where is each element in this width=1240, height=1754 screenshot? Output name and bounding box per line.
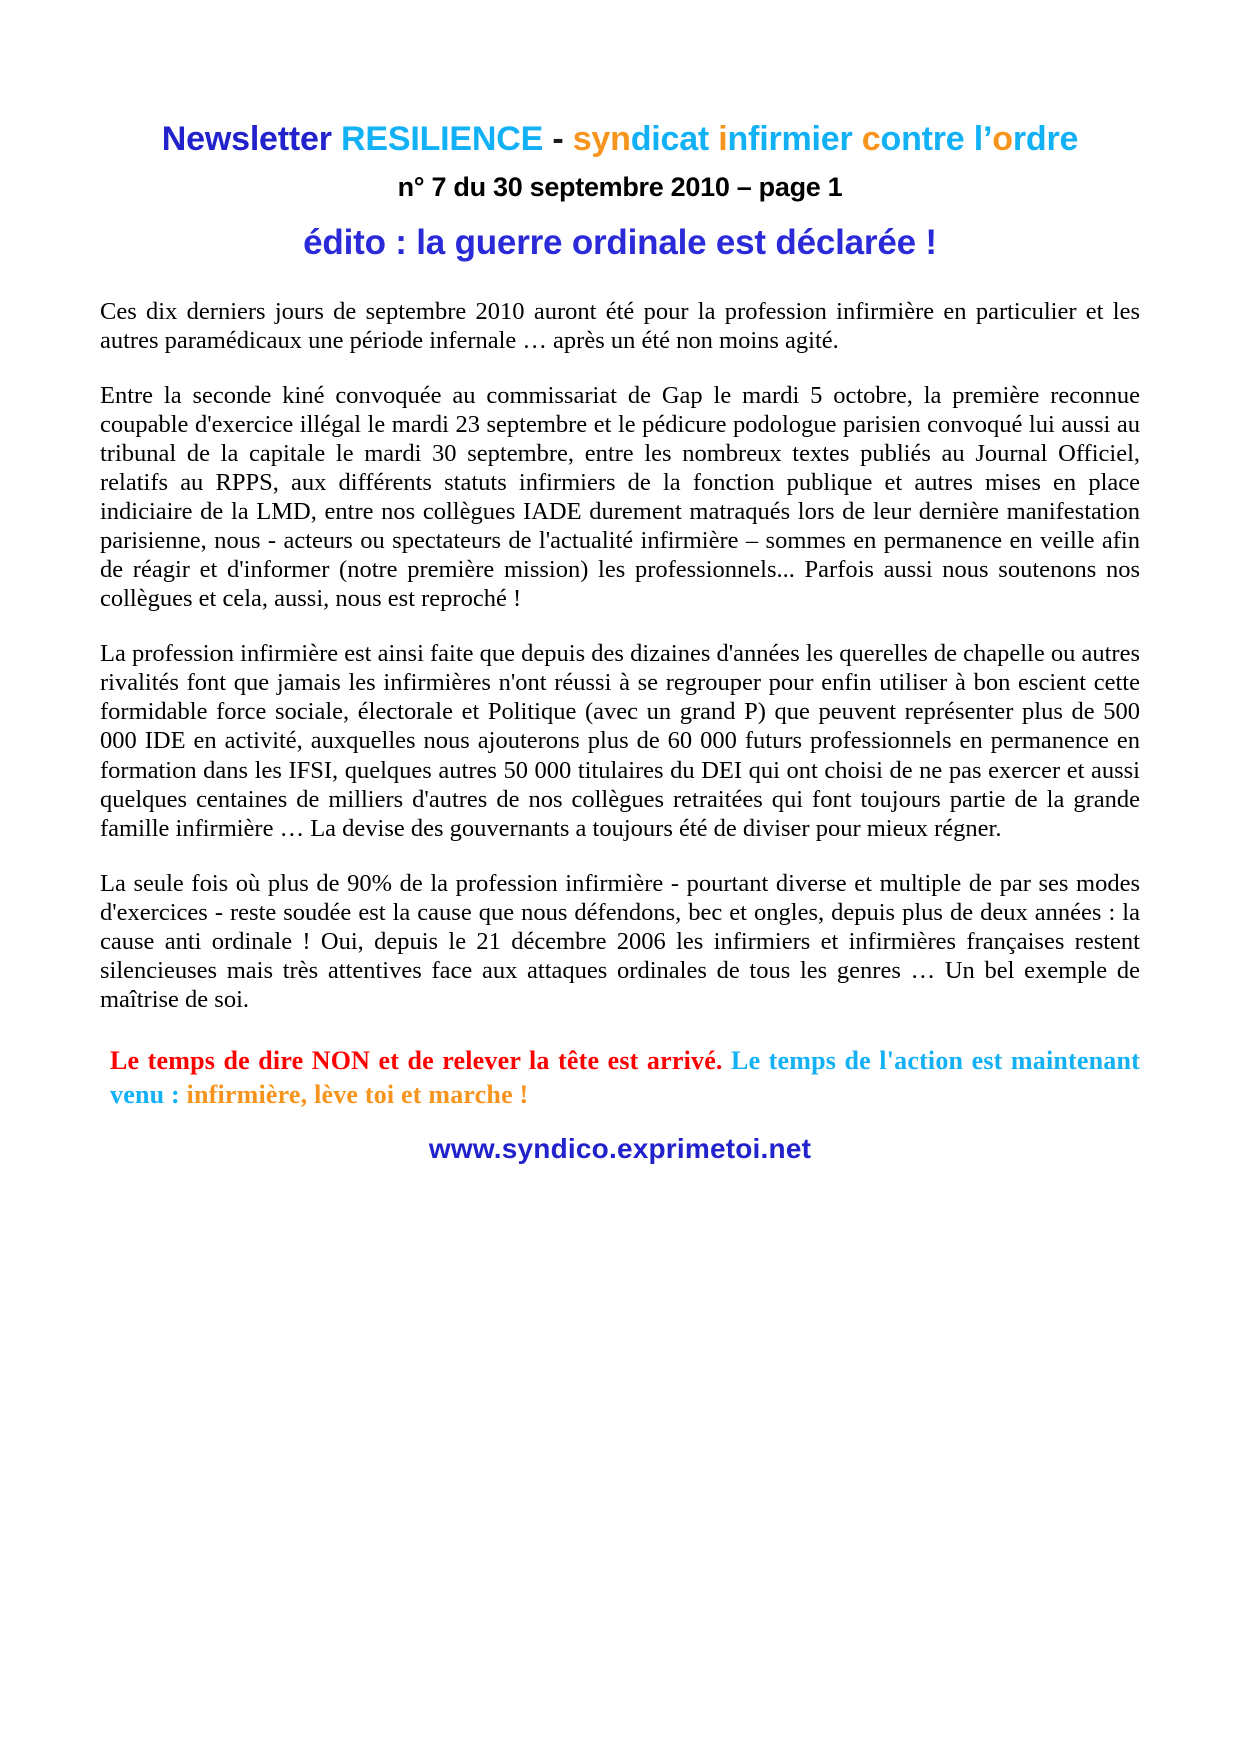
masthead-seg-nfirmier: nfirmier	[727, 120, 853, 158]
masthead-word-resilience: RESILIENCE	[341, 120, 544, 158]
masthead-seg-l: l’	[964, 120, 993, 158]
masthead-dash: -	[552, 120, 564, 158]
article-paragraph: Entre la seconde kiné convoquée au commissariat de Gap le mardi 5 octobre, la première reconnue coupable d'exercice illégal le mardi 23 septembre et le pédicure podologue parisien convoqué lui aussi au tribunal de la capitale le mardi 30 septembre, entre les nombreux textes publiés au Journal Officiel, relatifs au RPPS, aux différents statuts infirmiers de la fonction publique et autres mises en place indiciaire de la LMD, entre nos collègues IADE durement matraqués lors de leur dernière manifestation parisienne, nous - acteurs ou spectateurs de l'actualité infirmière – sommes en permanence en veille afin de réagir et d'informer (notre première mission) les professionnels... Parfois aussi nous soutenons nos collègues et cela, aussi, nous est reproché !	[100, 382, 1140, 613]
cta-segment-orange: infirmière, lève toi et marche !	[179, 1079, 529, 1109]
issue-number-line: n° 7 du 30 septembre 2010 – page 1	[397, 172, 843, 203]
masthead-seg-rdre: rdre	[1012, 120, 1079, 158]
masthead-seg-ontre: ontre	[880, 120, 965, 158]
masthead-title	[100, 120, 1140, 158]
masthead-seg-syn: syn	[572, 120, 631, 158]
masthead-word-newsletter: Newsletter	[161, 120, 332, 158]
article-paragraph: La seule fois où plus de 90% de la profession infirmière - pourtant diverse et multiple de par ses modes d'exercices - reste soudée est la cause que nous défendons, bec et ongles, depuis plus de deux années : la cause anti ordinale ! Oui, depuis le 21 décembre 2006 les infirmiers et infirmières françaises restent silencieuses mais très attentives face aux attaques ordinales de tous les genres … Un bel exemple de maîtrise de soi.	[100, 869, 1140, 1013]
masthead-seg-dicat: dicat	[630, 120, 710, 158]
cta-segment-red: Le temps de dire NON et de relever la tête est arrivé.	[110, 1045, 723, 1075]
masthead-seg-o: o	[992, 120, 1013, 158]
footer-website-url[interactable]: www.syndico.exprimetoi.net	[428, 1133, 812, 1165]
article-paragraph: La profession infirmière est ainsi faite que depuis des dizaines d'années les querelles de chapelle ou autres rivalités font que jamais les infirmières n'ont réussi à se regrouper pour enfin utiliser à bon escient cette formidable force sociale, électorale et Politique (avec un grand P) que peuvent représenter plus de 500 000 IDE en activité, auxquelles nous ajouterons plus de 60 000 futurs professionnels en permanence en formation dans les IFSI, quelques autres 50 000 titulaires du DEI qui ont choisi de ne pas exercer et aussi quelques centaines de milliers d'autres de nos collègues retraitées qui font toujours partie de la grande famille infirmière … La devise des gouvernants a toujours été de diviser pour mieux régner.	[100, 640, 1140, 842]
article-paragraph: Ces dix derniers jours de septembre 2010 auront été pour la profession infirmière en particulier et les autres paramédicaux une période infernale … après un été non moins agité.	[100, 298, 1140, 355]
article-body	[100, 297, 1140, 1014]
masthead-space-2	[543, 120, 552, 158]
edito-headline: édito : la guerre ordinale est déclarée !	[303, 223, 937, 263]
call-to-action-block	[100, 1044, 1140, 1112]
masthead-seg-i: i	[709, 120, 728, 158]
cta-segment-cyan: Le temps de l'action est maintenant venu :	[110, 1045, 1141, 1109]
masthead-space-3	[563, 120, 572, 158]
masthead-seg-c: c	[852, 120, 881, 158]
masthead-space-1	[332, 120, 341, 158]
